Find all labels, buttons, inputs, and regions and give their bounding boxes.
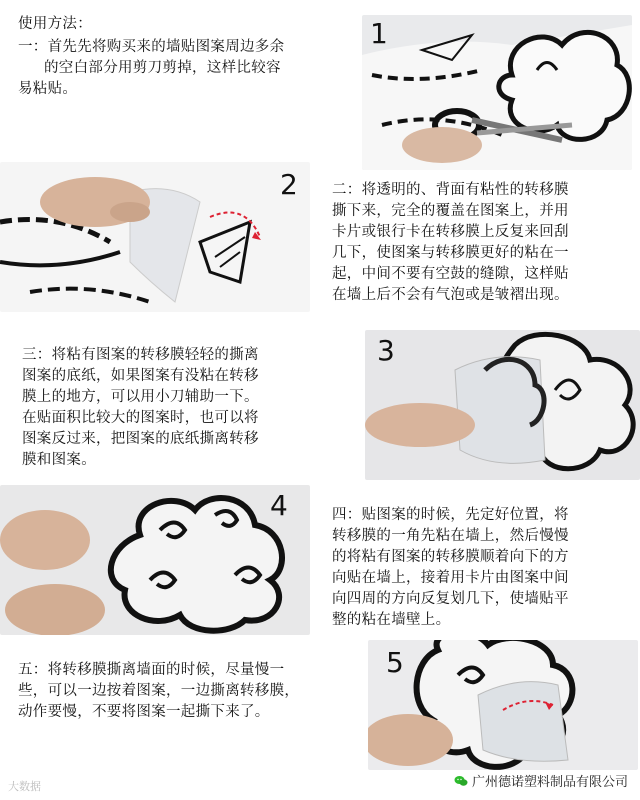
step-4-number: 4 [270,489,288,522]
wechat-icon [454,775,468,787]
step-1-photo [362,15,632,170]
step-3-line: 膜上的地方，可以用小刀辅助一下。 [22,389,259,405]
step-2-line: 起，中间不要有空鼓的缝隙，这样贴 [332,266,569,282]
step-5-illustration [368,640,638,770]
step-4-line: 的将粘有图案的转移膜顺着向下的方 [332,549,569,565]
step-5-text [18,660,299,723]
step-3-line: 膜和图案。 [22,452,96,468]
step-3-line: 在贴面积比较大的图案时，也可以将 [22,410,259,426]
step-4-line: 四：贴图案的时候，先定好位置，将 [332,507,569,523]
step-3-line: 三：将粘有图案的转移膜轻轻的撕离 [22,347,259,363]
step-1-number: 1 [370,17,388,50]
step-3-line: 图案反过来，把图案的底纸撕离转移 [22,431,259,447]
step-3-line: 图案的底纸，如果图案有没粘在转移 [22,368,259,384]
watermark-logo: 大数据 [8,780,41,793]
step-5-photo [368,640,638,770]
step-1-text [18,37,284,100]
step-2-illustration [0,162,310,312]
step-2-number: 2 [280,168,298,201]
step-2-line: 二：将透明的、背面有粘性的转移膜 [332,182,569,198]
step-5-line: 五：将转移膜撕离墙面的时候，尽量慢一 [18,662,285,678]
step-3-illustration [365,330,640,480]
step-4-text [332,505,569,631]
step-5-line: 些，可以一边按着图案，一边撕离转移膜， [18,683,300,699]
step-2-text [332,180,569,306]
step-3-photo [365,330,640,480]
company-name: 广州德诺塑料制品有限公司 [471,775,628,790]
step-5-line: 动作要慢，不要将图案一起撕下来了。 [18,704,270,720]
step-2-line: 在墙上后不会有气泡或是皱褶出现。 [332,287,569,303]
step-4-photo [0,485,310,635]
step-1-illustration [362,15,632,170]
step-4-line: 向四周的方向反复划几下，使墙贴平 [332,591,569,607]
step-3-text [22,345,259,471]
step-1-line: 易粘贴。 [18,81,78,97]
step-4-line: 整的粘在墙壁上。 [332,612,451,628]
step-2-photo [0,162,310,312]
step-1-line: 的空白部分用剪刀剪掉，这样比较容 [44,60,281,76]
step-5-number: 5 [386,646,404,679]
step-4-line: 向贴在墙上，接着用卡片由图案中间 [332,570,569,586]
company-credit [454,771,628,790]
step-1-line: 一：首先先将购买来的墙贴图案周边多余 [18,39,285,55]
step-2-line: 几下，使图案与转移膜更好的粘在一 [332,245,569,261]
step-2-line: 卡片或银行卡在转移膜上反复来回刮 [332,224,569,240]
step-3-number: 3 [377,334,395,367]
page-title: 使用方法： [18,16,92,32]
step-2-line: 撕下来，完全的覆盖在图案上，并用 [332,203,569,219]
step-4-illustration [0,485,310,635]
step-4-line: 转移膜的一角先粘在墙上，然后慢慢 [332,528,569,544]
